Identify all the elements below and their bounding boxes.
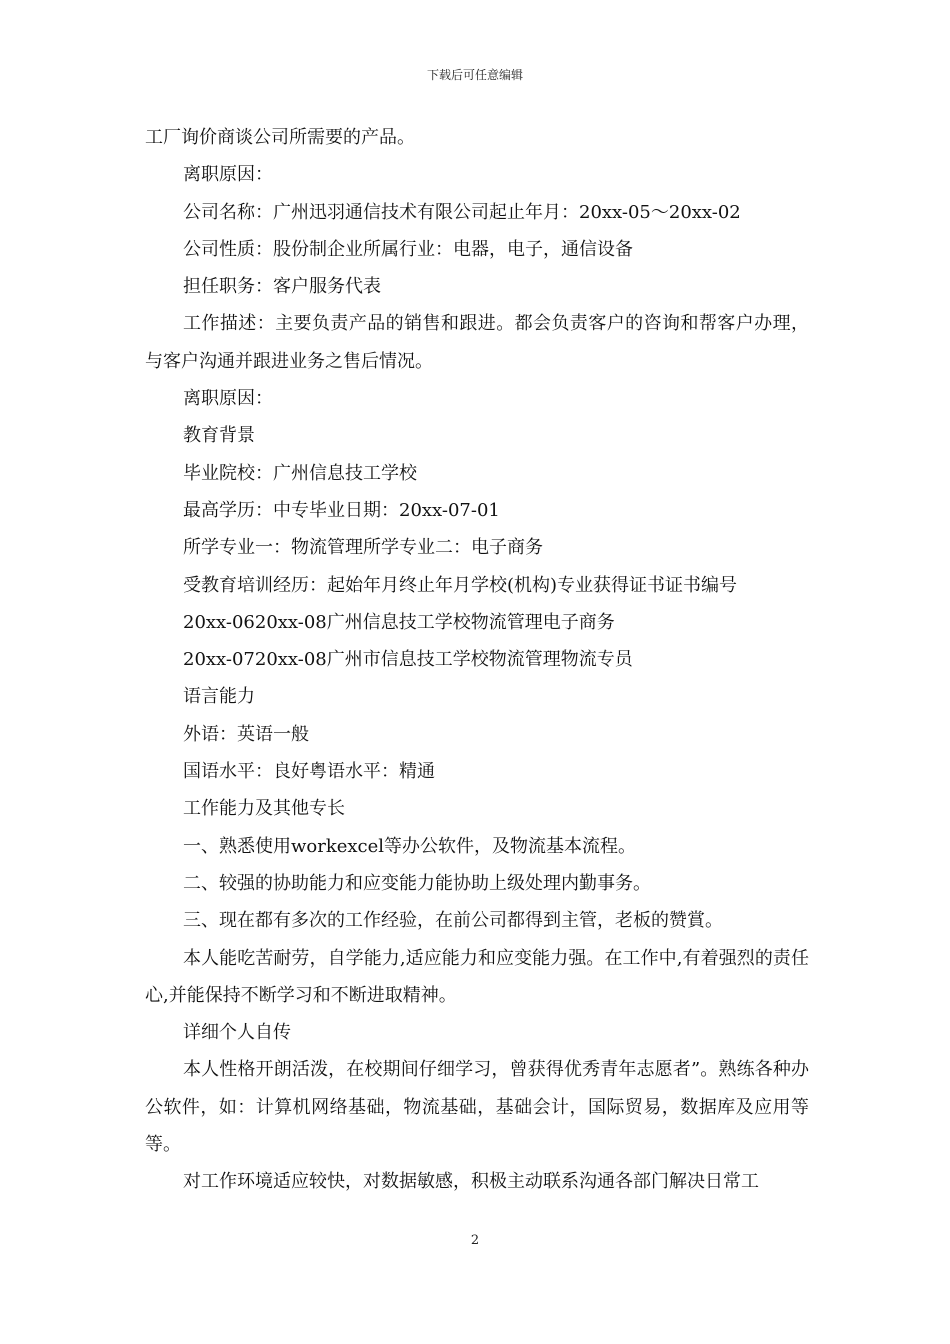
- paragraph: 公司性质：股份制企业所属行业：电器，电子，通信设备: [183, 238, 633, 260]
- paragraph: 20xx-0620xx-08广州信息技工学校物流管理电子商务: [183, 611, 615, 633]
- paragraph: 毕业院校：广州信息技工学校: [183, 462, 417, 484]
- paragraph: 国语水平：良好粤语水平：精通: [183, 761, 435, 783]
- paragraph: 20xx-0720xx-08广州市信息技工学校物流管理物流专员: [183, 649, 633, 671]
- paragraph: 工厂询价商谈公司所需要的产品。: [145, 127, 415, 148]
- section-heading: 工作能力及其他专长: [183, 798, 345, 820]
- paragraph: 本人能吃苦耐劳，自学能力,适应能力和应变能力强。在工作中,有着强烈的责任心,并能保持不断学习和不断进取精神。: [145, 947, 809, 1006]
- paragraph: 离职原因：: [183, 164, 273, 186]
- paragraph: 最高学历：中专毕业日期：20xx-07-01: [183, 499, 500, 521]
- paragraph: 外语：英语一般: [183, 723, 309, 745]
- page-header: 下载后可任意编辑: [426, 68, 523, 82]
- section-heading: 语言能力: [183, 686, 255, 708]
- paragraph: 离职原因：: [183, 388, 273, 410]
- paragraph: 公司名称：广州迅羽通信技术有限公司起止年月：20xx-05～20xx-02: [183, 201, 741, 223]
- section-heading: 教育背景: [183, 425, 255, 447]
- paragraph: 一、熟悉使用workexcel等办公软件，及物流基本流程。: [183, 835, 637, 857]
- paragraph: 三、现在都有多次的工作经验，在前公司都得到主管，老板的赞賞。: [183, 910, 723, 932]
- document-body: [145, 119, 809, 1201]
- paragraph: 本人性格开朗活泼，在校期间仔细学习，曾获得优秀青年志愿者”。熟练各种办公软件，如：计算机网络基础，物流基础，基础会计，国际贸易，数据库及应用等等。: [145, 1059, 809, 1156]
- section-heading: 详细个人自传: [183, 1022, 291, 1044]
- paragraph: 对工作环境适应较快，对数据敏感，积极主动联系沟通各部门解决日常工: [183, 1171, 759, 1193]
- paragraph: 工作描述：主要负责产品的销售和跟进。都会负责客户的咨询和帮客户办理，与客户沟通并跟进业务之售后情况。: [145, 313, 809, 372]
- paragraph: 所学专业一：物流管理所学专业二：电子商务: [183, 537, 543, 559]
- page-number: 2: [470, 1233, 480, 1248]
- paragraph: 担任职务：客户服务代表: [183, 276, 381, 298]
- paragraph: 二、较强的协助能力和应变能力能协助上级处理内勤事务。: [183, 872, 651, 894]
- paragraph: 受教育培训经历：起始年月终止年月学校(机构)专业获得证书证书编号: [183, 574, 738, 596]
